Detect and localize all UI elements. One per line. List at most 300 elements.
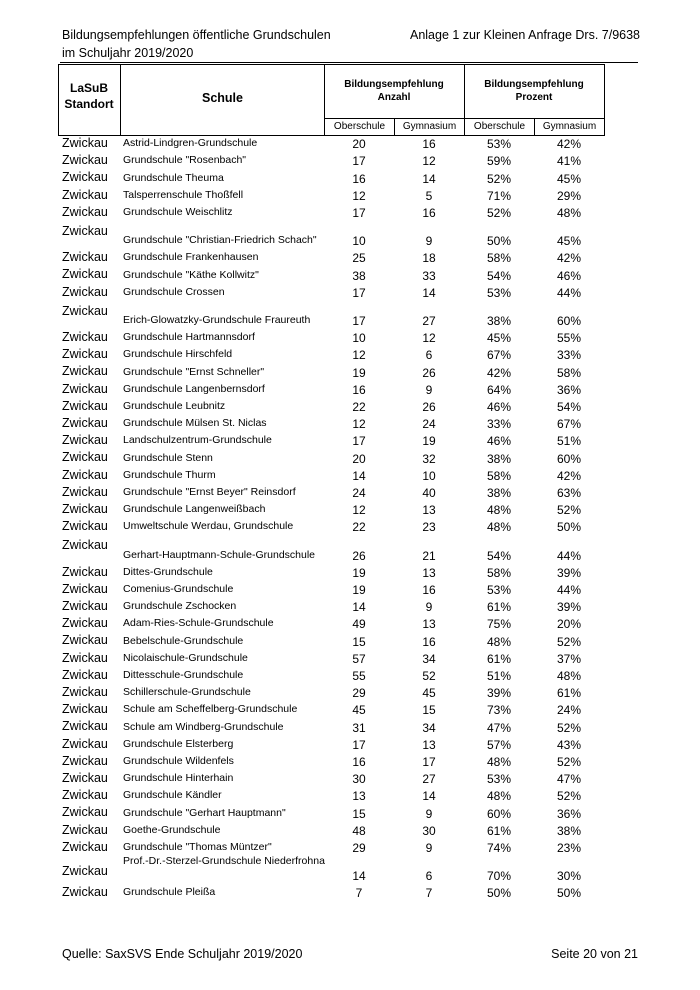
- cell-oberschule-prozent: 48%: [486, 754, 512, 769]
- cell-oberschule-anzahl: 48: [352, 823, 366, 838]
- cell-schule: Grundschule Hinterhain: [123, 772, 234, 785]
- cell-standort: Zwickau: [62, 381, 108, 396]
- cell-standort: Zwickau: [62, 364, 108, 379]
- table-row: [0, 737, 700, 754]
- cell-gymnasium-anzahl: 33: [422, 268, 436, 283]
- cell-gymnasium-anzahl: 13: [422, 503, 436, 518]
- cell-gymnasium-prozent: 33%: [556, 348, 582, 363]
- cell-oberschule-prozent: 33%: [486, 417, 512, 432]
- cell-gymnasium-prozent: 61%: [556, 686, 582, 701]
- cell-oberschule-anzahl: 22: [352, 520, 366, 535]
- cell-oberschule-prozent: 67%: [486, 348, 512, 363]
- cell-gymnasium-anzahl: 17: [422, 754, 436, 769]
- cell-schule: Astrid-Lindgren-Grundschule: [123, 137, 258, 150]
- cell-oberschule-anzahl: 14: [352, 600, 366, 615]
- cell-oberschule-prozent: 73%: [486, 703, 512, 718]
- cell-oberschule-anzahl: 19: [352, 565, 366, 580]
- document-reference: Anlage 1 zur Kleinen Anfrage Drs. 7/9638: [409, 28, 640, 42]
- cell-oberschule-anzahl: 29: [352, 840, 366, 855]
- cell-oberschule-anzahl: 14: [352, 869, 366, 884]
- cell-standort: Zwickau: [62, 267, 108, 282]
- subheader-gymnasium-prozent: Gymnasium: [542, 121, 597, 132]
- cell-schule: Dittesschule-Grundschule: [123, 668, 244, 681]
- cell-schule: Grundschule Thurm: [123, 468, 216, 481]
- cell-gymnasium-prozent: 51%: [556, 434, 582, 449]
- cell-gymnasium-prozent: 45%: [556, 171, 582, 186]
- cell-standort: Zwickau: [62, 736, 108, 751]
- cell-gymnasium-prozent: 46%: [556, 268, 582, 283]
- cell-oberschule-anzahl: 12: [352, 348, 366, 363]
- table-row: [0, 347, 700, 364]
- table-row: [0, 433, 700, 450]
- cell-standort: Zwickau: [62, 599, 108, 613]
- cell-schule: Grundschule Leubnitz: [123, 399, 226, 412]
- cell-gymnasium-prozent: 38%: [556, 823, 582, 838]
- cell-standort: Zwickau: [62, 650, 108, 665]
- cell-gymnasium-prozent: 36%: [556, 382, 582, 397]
- cell-schule: Schillerschule-Grundschule: [123, 686, 251, 699]
- cell-oberschule-prozent: 53%: [486, 772, 512, 787]
- cell-oberschule-anzahl: 16: [352, 754, 366, 769]
- cell-schule: Gerhart-Hauptmann-Schule-Grundschule: [123, 548, 316, 561]
- table-row: [0, 582, 700, 599]
- cell-gymnasium-anzahl: 10: [422, 468, 436, 483]
- cell-standort: Zwickau: [62, 581, 108, 596]
- cell-standort: Zwickau: [62, 136, 108, 150]
- column-group-anzahl: Bildungsempfehlung Anzahl: [344, 79, 444, 103]
- cell-standort: Zwickau: [62, 416, 108, 430]
- table-row: [0, 153, 700, 170]
- cell-gymnasium-prozent: 52%: [556, 720, 582, 735]
- cell-schule: Nicolaischule-Grundschule: [123, 651, 248, 664]
- cell-gymnasium-prozent: 50%: [556, 886, 582, 901]
- table-row: [0, 805, 700, 822]
- cell-gymnasium-prozent: 23%: [556, 840, 582, 855]
- cell-gymnasium-anzahl: 12: [422, 331, 436, 346]
- cell-gymnasium-anzahl: 7: [425, 886, 433, 901]
- cell-schule: Comenius-Grundschule: [123, 582, 234, 595]
- cell-gymnasium-anzahl: 34: [422, 651, 436, 666]
- table-row: [0, 599, 700, 616]
- document-title-line1: Bildungsempfehlungen öffentliche Grundschulen: [62, 28, 331, 42]
- cell-gymnasium-prozent: 42%: [556, 468, 582, 483]
- cell-gymnasium-anzahl: 16: [422, 582, 436, 597]
- cell-gymnasium-prozent: 29%: [556, 188, 582, 203]
- cell-oberschule-prozent: 58%: [486, 251, 512, 266]
- cell-gymnasium-anzahl: 16: [422, 205, 436, 220]
- cell-gymnasium-anzahl: 27: [422, 313, 436, 328]
- cell-oberschule-anzahl: 7: [355, 886, 363, 901]
- cell-oberschule-anzahl: 55: [352, 668, 366, 683]
- cell-gymnasium-prozent: 24%: [556, 703, 582, 718]
- cell-oberschule-anzahl: 38: [352, 268, 366, 283]
- table-row: [0, 788, 700, 805]
- cell-gymnasium-anzahl: 23: [422, 520, 436, 535]
- cell-gymnasium-prozent: 60%: [556, 451, 582, 466]
- cell-gymnasium-prozent: 52%: [556, 789, 582, 804]
- cell-oberschule-prozent: 52%: [486, 205, 512, 220]
- cell-oberschule-anzahl: 20: [352, 451, 366, 466]
- cell-schule: Umweltschule Werdau, Grundschule: [123, 520, 294, 533]
- cell-gymnasium-prozent: 37%: [556, 651, 582, 666]
- cell-oberschule-prozent: 61%: [486, 600, 512, 615]
- cell-oberschule-anzahl: 49: [352, 617, 366, 632]
- cell-standort: Zwickau: [62, 753, 108, 768]
- cell-standort: Zwickau: [62, 667, 108, 682]
- table-row: [0, 416, 700, 433]
- table-row: [0, 885, 700, 902]
- cell-gymnasium-anzahl: 9: [425, 234, 433, 249]
- cell-standort: Zwickau: [62, 771, 108, 785]
- cell-schule: Adam-Ries-Schule-Grundschule: [123, 617, 274, 630]
- cell-schule: Landschulzentrum-Grundschule: [123, 434, 272, 447]
- footer-page-number: Seite 20 von 21: [551, 947, 638, 961]
- cell-schule: Grundschule Wildenfels: [123, 754, 234, 767]
- cell-oberschule-anzahl: 10: [352, 331, 366, 346]
- cell-standort: Zwickau: [62, 788, 108, 803]
- cell-oberschule-prozent: 51%: [486, 668, 512, 683]
- cell-gymnasium-prozent: 60%: [556, 313, 582, 328]
- cell-standort: Zwickau: [62, 538, 108, 553]
- cell-oberschule-prozent: 71%: [486, 188, 512, 203]
- cell-gymnasium-prozent: 58%: [556, 365, 582, 380]
- cell-standort: Zwickau: [62, 303, 108, 318]
- cell-oberschule-prozent: 48%: [486, 503, 512, 518]
- cell-standort: Zwickau: [62, 433, 108, 448]
- page-header-left: [62, 26, 331, 62]
- cell-standort: Zwickau: [62, 398, 108, 413]
- cell-schule: Bebelschule-Grundschule: [123, 634, 244, 647]
- cell-schule: Grundschule Kändler: [123, 789, 222, 802]
- table-row: [0, 616, 700, 633]
- cell-schule: Grundschule Langenweißbach: [123, 503, 266, 516]
- cell-schule: Grundschule Frankenhausen: [123, 251, 259, 264]
- cell-gymnasium-anzahl: 14: [422, 789, 436, 804]
- cell-gymnasium-prozent: 39%: [556, 565, 582, 580]
- cell-oberschule-prozent: 38%: [486, 313, 512, 328]
- cell-gymnasium-prozent: 47%: [556, 772, 582, 787]
- cell-oberschule-prozent: 54%: [486, 268, 512, 283]
- column-group-prozent: Bildungsempfehlung Prozent: [484, 79, 584, 103]
- table-row: [0, 668, 700, 685]
- cell-standort: Zwickau: [62, 839, 108, 854]
- table-row: [0, 222, 700, 250]
- cell-schule: Grundschule "Käthe Kollwitz": [123, 268, 259, 281]
- table-row: [0, 302, 700, 330]
- table-row: [0, 857, 700, 885]
- cell-standort: Zwickau: [62, 467, 108, 482]
- cell-oberschule-anzahl: 17: [352, 737, 366, 752]
- cell-gymnasium-prozent: 44%: [556, 548, 582, 563]
- table-row: [0, 502, 700, 519]
- cell-gymnasium-anzahl: 21: [422, 548, 436, 563]
- cell-oberschule-prozent: 60%: [486, 806, 512, 821]
- cell-standort: Zwickau: [62, 187, 108, 202]
- table-row: [0, 771, 700, 788]
- cell-gymnasium-anzahl: 13: [422, 617, 436, 632]
- table-row: [0, 450, 700, 467]
- table-row: [0, 250, 700, 267]
- cell-schule: Grundschule Hirschfeld: [123, 348, 233, 361]
- cell-oberschule-anzahl: 45: [352, 703, 366, 718]
- subheader-gymnasium-anzahl: Gymnasium: [402, 121, 457, 132]
- cell-standort: Zwickau: [62, 633, 108, 648]
- cell-standort: Zwickau: [62, 885, 108, 900]
- table-row: [0, 754, 700, 771]
- document-title-line2: im Schuljahr 2019/2020: [62, 46, 194, 60]
- table-row: [0, 565, 700, 582]
- cell-gymnasium-prozent: 39%: [556, 600, 582, 615]
- cell-oberschule-prozent: 58%: [486, 468, 512, 483]
- table-row: [0, 719, 700, 736]
- cell-oberschule-prozent: 45%: [486, 331, 512, 346]
- cell-oberschule-prozent: 75%: [486, 617, 512, 632]
- table-row: [0, 468, 700, 485]
- cell-oberschule-prozent: 38%: [486, 451, 512, 466]
- cell-gymnasium-anzahl: 13: [422, 737, 436, 752]
- cell-oberschule-anzahl: 12: [352, 417, 366, 432]
- cell-oberschule-prozent: 64%: [486, 382, 512, 397]
- cell-oberschule-prozent: 48%: [486, 520, 512, 535]
- cell-oberschule-anzahl: 25: [352, 251, 366, 266]
- cell-oberschule-anzahl: 15: [352, 806, 366, 821]
- cell-schule: Grundschule "Christian-Friedrich Schach": [123, 234, 317, 247]
- cell-gymnasium-anzahl: 16: [422, 634, 436, 649]
- cell-oberschule-anzahl: 17: [352, 313, 366, 328]
- cell-oberschule-prozent: 74%: [486, 840, 512, 855]
- cell-oberschule-anzahl: 12: [352, 188, 366, 203]
- cell-schule: Dittes-Grundschule: [123, 565, 213, 578]
- cell-schule: Grundschule "Thomas Müntzer": [123, 840, 272, 853]
- cell-gymnasium-anzahl: 6: [425, 869, 433, 884]
- cell-schule: Schule am Windberg-Grundschule: [123, 720, 284, 733]
- cell-oberschule-prozent: 59%: [486, 154, 512, 169]
- cell-schule: Grundschule Langenbernsdorf: [123, 382, 265, 395]
- cell-schule: Talsperrenschule Thoßfell: [123, 188, 244, 201]
- cell-oberschule-prozent: 61%: [486, 823, 512, 838]
- cell-oberschule-prozent: 53%: [486, 285, 512, 300]
- cell-gymnasium-anzahl: 14: [422, 171, 436, 186]
- table-row: [0, 136, 700, 153]
- cell-schule: Grundschule Crossen: [123, 285, 225, 298]
- column-header-schule: Schule: [202, 91, 243, 105]
- cell-schule: Grundschule "Gerhart Hauptmann": [123, 806, 286, 819]
- cell-gymnasium-anzahl: 9: [425, 382, 433, 397]
- cell-standort: Zwickau: [62, 702, 108, 717]
- cell-standort: Zwickau: [62, 719, 108, 734]
- cell-oberschule-prozent: 58%: [486, 565, 512, 580]
- cell-standort: Zwickau: [62, 347, 108, 362]
- cell-oberschule-anzahl: 24: [352, 485, 366, 500]
- cell-gymnasium-prozent: 52%: [556, 634, 582, 649]
- cell-standort: Zwickau: [62, 864, 108, 878]
- cell-oberschule-anzahl: 30: [352, 772, 366, 787]
- cell-schule: Grundschule Zschocken: [123, 600, 237, 613]
- table-row: [0, 170, 700, 187]
- cell-oberschule-anzahl: 16: [352, 382, 366, 397]
- cell-gymnasium-prozent: 52%: [556, 503, 582, 518]
- cell-gymnasium-anzahl: 9: [425, 600, 433, 615]
- table-row: [0, 205, 700, 222]
- cell-standort: Zwickau: [62, 170, 108, 185]
- cell-oberschule-prozent: 50%: [486, 234, 512, 249]
- table-row: [0, 823, 700, 840]
- cell-oberschule-anzahl: 10: [352, 234, 366, 249]
- cell-gymnasium-prozent: 20%: [556, 617, 582, 632]
- table-row: [0, 330, 700, 347]
- cell-gymnasium-prozent: 63%: [556, 485, 582, 500]
- table-row: [0, 399, 700, 416]
- cell-schule: Grundschule Elsterberg: [123, 737, 234, 750]
- cell-standort: Zwickau: [62, 450, 108, 465]
- cell-oberschule-anzahl: 15: [352, 634, 366, 649]
- cell-oberschule-anzahl: 19: [352, 582, 366, 597]
- table-row: [0, 702, 700, 719]
- cell-oberschule-anzahl: 17: [352, 285, 366, 300]
- cell-gymnasium-prozent: 30%: [556, 869, 582, 884]
- cell-oberschule-prozent: 39%: [486, 686, 512, 701]
- cell-schule: Grundschule "Ernst Beyer" Reinsdorf: [123, 485, 296, 498]
- cell-oberschule-prozent: 47%: [486, 720, 512, 735]
- cell-standort: Zwickau: [62, 822, 108, 837]
- cell-oberschule-anzahl: 17: [352, 434, 366, 449]
- cell-gymnasium-anzahl: 16: [422, 137, 436, 152]
- cell-gymnasium-anzahl: 18: [422, 251, 436, 266]
- header-rule: [60, 62, 638, 63]
- cell-standort: Zwickau: [62, 685, 108, 699]
- cell-schule: Grundschule Stenn: [123, 451, 213, 464]
- cell-oberschule-anzahl: 31: [352, 720, 366, 735]
- footer-source: Quelle: SaxSVS Ende Schuljahr 2019/2020: [62, 947, 303, 961]
- cell-gymnasium-anzahl: 27: [422, 772, 436, 787]
- cell-gymnasium-prozent: 52%: [556, 754, 582, 769]
- cell-schule: Grundschule Weischlitz: [123, 205, 233, 218]
- cell-gymnasium-anzahl: 6: [425, 348, 433, 363]
- cell-standort: Zwickau: [62, 519, 108, 534]
- table-row: [0, 267, 700, 284]
- cell-standort: Zwickau: [62, 805, 108, 820]
- cell-gymnasium-anzahl: 19: [422, 434, 436, 449]
- table-row: [0, 285, 700, 302]
- table-row: [0, 188, 700, 205]
- cell-gymnasium-anzahl: 26: [422, 399, 436, 414]
- cell-oberschule-prozent: 48%: [486, 634, 512, 649]
- subheader-oberschule-anzahl: Oberschule: [333, 121, 386, 132]
- cell-schule: Grundschule Pleißa: [123, 886, 216, 899]
- cell-oberschule-prozent: 54%: [486, 548, 512, 563]
- cell-standort: Zwickau: [62, 224, 108, 238]
- cell-schule: Prof.-Dr.-Sterzel-Grundschule Niederfrohna: [123, 855, 325, 867]
- table-row: [0, 519, 700, 536]
- table-row: [0, 536, 700, 564]
- cell-gymnasium-anzahl: 26: [422, 365, 436, 380]
- cell-gymnasium-prozent: 42%: [556, 137, 582, 152]
- cell-oberschule-anzahl: 16: [352, 171, 366, 186]
- column-header-standort: LaSuB Standort: [64, 81, 114, 111]
- table-row: [0, 382, 700, 399]
- cell-gymnasium-anzahl: 12: [422, 154, 436, 169]
- cell-oberschule-prozent: 53%: [486, 582, 512, 597]
- cell-standort: Zwickau: [62, 502, 108, 516]
- cell-oberschule-anzahl: 29: [352, 686, 366, 701]
- cell-schule: Grundschule Theuma: [123, 171, 224, 184]
- cell-gymnasium-anzahl: 52: [422, 668, 436, 683]
- table-row: [0, 685, 700, 702]
- cell-standort: Zwickau: [62, 204, 108, 219]
- cell-oberschule-anzahl: 20: [352, 137, 366, 152]
- cell-schule: Grundschule "Ernst Schneller": [123, 365, 265, 378]
- cell-oberschule-prozent: 57%: [486, 737, 512, 752]
- cell-oberschule-prozent: 42%: [486, 365, 512, 380]
- cell-gymnasium-anzahl: 9: [425, 806, 433, 821]
- table-row: [0, 633, 700, 650]
- cell-gymnasium-prozent: 44%: [556, 582, 582, 597]
- cell-oberschule-prozent: 38%: [486, 485, 512, 500]
- cell-schule: Erich-Glowatzky-Grundschule Fraureuth: [123, 313, 311, 326]
- cell-oberschule-anzahl: 26: [352, 548, 366, 563]
- cell-gymnasium-prozent: 45%: [556, 234, 582, 249]
- cell-gymnasium-prozent: 48%: [556, 668, 582, 683]
- table-row: [0, 485, 700, 502]
- cell-gymnasium-prozent: 50%: [556, 520, 582, 535]
- cell-gymnasium-anzahl: 9: [425, 840, 433, 855]
- cell-gymnasium-anzahl: 45: [422, 686, 436, 701]
- cell-gymnasium-prozent: 36%: [556, 806, 582, 821]
- cell-gymnasium-anzahl: 30: [422, 823, 436, 838]
- cell-oberschule-prozent: 52%: [486, 171, 512, 186]
- cell-gymnasium-prozent: 43%: [556, 737, 582, 752]
- cell-standort: Zwickau: [62, 484, 108, 499]
- cell-gymnasium-prozent: 55%: [556, 331, 582, 346]
- cell-standort: Zwickau: [62, 250, 108, 265]
- cell-gymnasium-anzahl: 24: [422, 417, 436, 432]
- cell-oberschule-prozent: 48%: [486, 789, 512, 804]
- table-row: [0, 840, 700, 857]
- cell-oberschule-anzahl: 12: [352, 503, 366, 518]
- cell-oberschule-prozent: 70%: [486, 869, 512, 884]
- cell-oberschule-anzahl: 19: [352, 365, 366, 380]
- cell-schule: Grundschule Hartmannsdorf: [123, 331, 255, 344]
- cell-oberschule-prozent: 46%: [486, 434, 512, 449]
- subheader-oberschule-prozent: Oberschule: [473, 121, 526, 132]
- cell-standort: Zwickau: [62, 616, 108, 631]
- cell-oberschule-anzahl: 22: [352, 399, 366, 414]
- cell-gymnasium-prozent: 44%: [556, 285, 582, 300]
- cell-schule: Goethe-Grundschule: [123, 823, 221, 836]
- cell-oberschule-prozent: 46%: [486, 399, 512, 414]
- cell-gymnasium-prozent: 42%: [556, 251, 582, 266]
- cell-gymnasium-prozent: 41%: [556, 154, 582, 169]
- cell-schule: Grundschule Mülsen St. Niclas: [123, 417, 267, 430]
- cell-gymnasium-anzahl: 32: [422, 451, 436, 466]
- cell-oberschule-prozent: 53%: [486, 137, 512, 152]
- cell-oberschule-prozent: 50%: [486, 886, 512, 901]
- cell-gymnasium-anzahl: 40: [422, 485, 436, 500]
- cell-gymnasium-prozent: 67%: [556, 417, 582, 432]
- cell-standort: Zwickau: [62, 330, 108, 344]
- cell-oberschule-prozent: 61%: [486, 651, 512, 666]
- table-row: [0, 364, 700, 381]
- cell-oberschule-anzahl: 14: [352, 468, 366, 483]
- cell-schule: Schule am Scheffelberg-Grundschule: [123, 703, 298, 716]
- cell-gymnasium-anzahl: 13: [422, 565, 436, 580]
- cell-oberschule-anzahl: 17: [352, 154, 366, 169]
- cell-gymnasium-prozent: 48%: [556, 205, 582, 220]
- cell-standort: Zwickau: [62, 153, 108, 168]
- cell-gymnasium-anzahl: 15: [422, 703, 436, 718]
- cell-gymnasium-prozent: 54%: [556, 399, 582, 414]
- cell-schule: Grundschule "Rosenbach": [123, 154, 247, 167]
